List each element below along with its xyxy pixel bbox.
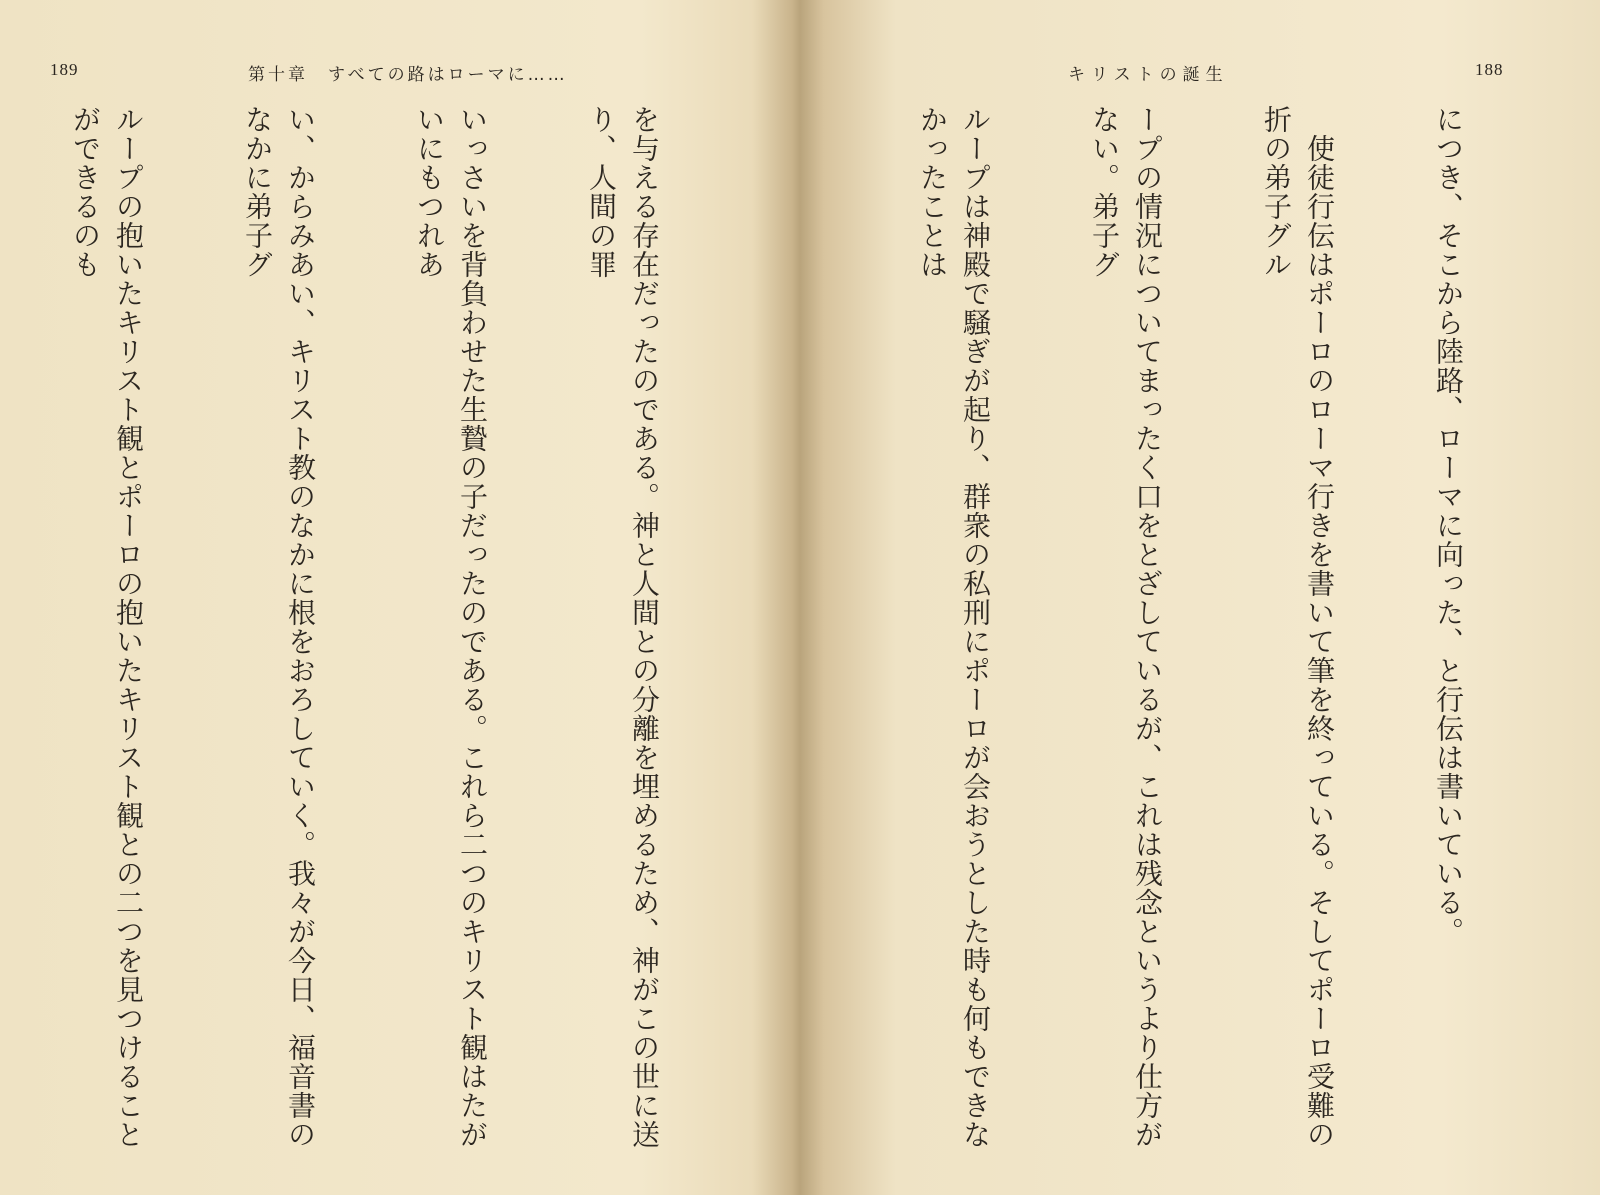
running-head: キリストの誕生 [1068, 65, 1229, 85]
text-line: を与える存在だったのである。神と人間との分離を埋めるため、神がこの世に送り、人間の罪 [585, 105, 661, 1149]
text-line: ループは神殿で騒ぎが起り、群衆の私刑にポーロが会おうとした時も何もできなかったことは [916, 105, 992, 1149]
page-number: 189 [50, 60, 79, 79]
text-line: 使徒行伝はポーロのローマ行きを書いて筆を終っている。そしてポーロ受難の折の弟子グル [1260, 105, 1336, 1149]
text-line: ループの抱いたキリスト観とポーロの抱いたキリスト観との二つを見つけることができるのも [69, 105, 145, 1149]
running-head: 第十章 すべての路はローマに…… [248, 65, 568, 85]
text-line: ープの情況についてまったく口をとざしているが、これは残念というより仕方がない。弟子グ [1088, 105, 1164, 1149]
right-page [790, 0, 1600, 1195]
left-page [0, 0, 790, 1195]
body-text [826, 105, 1556, 1175]
text-line: い、からみあい、キリスト教のなかに根をおろしていく。我々が今日、福音書のなかに弟子グ [241, 105, 317, 1149]
body-text [52, 105, 752, 1175]
text-line: いっさいを背負わせた生贄の子だったのである。これら二つのキリスト観はたがいにもつれあ [413, 105, 489, 1149]
page-number: 188 [1475, 60, 1504, 79]
text-line: につき、そこから陸路、ローマに向った、と行伝は書いている。 [1432, 105, 1465, 946]
